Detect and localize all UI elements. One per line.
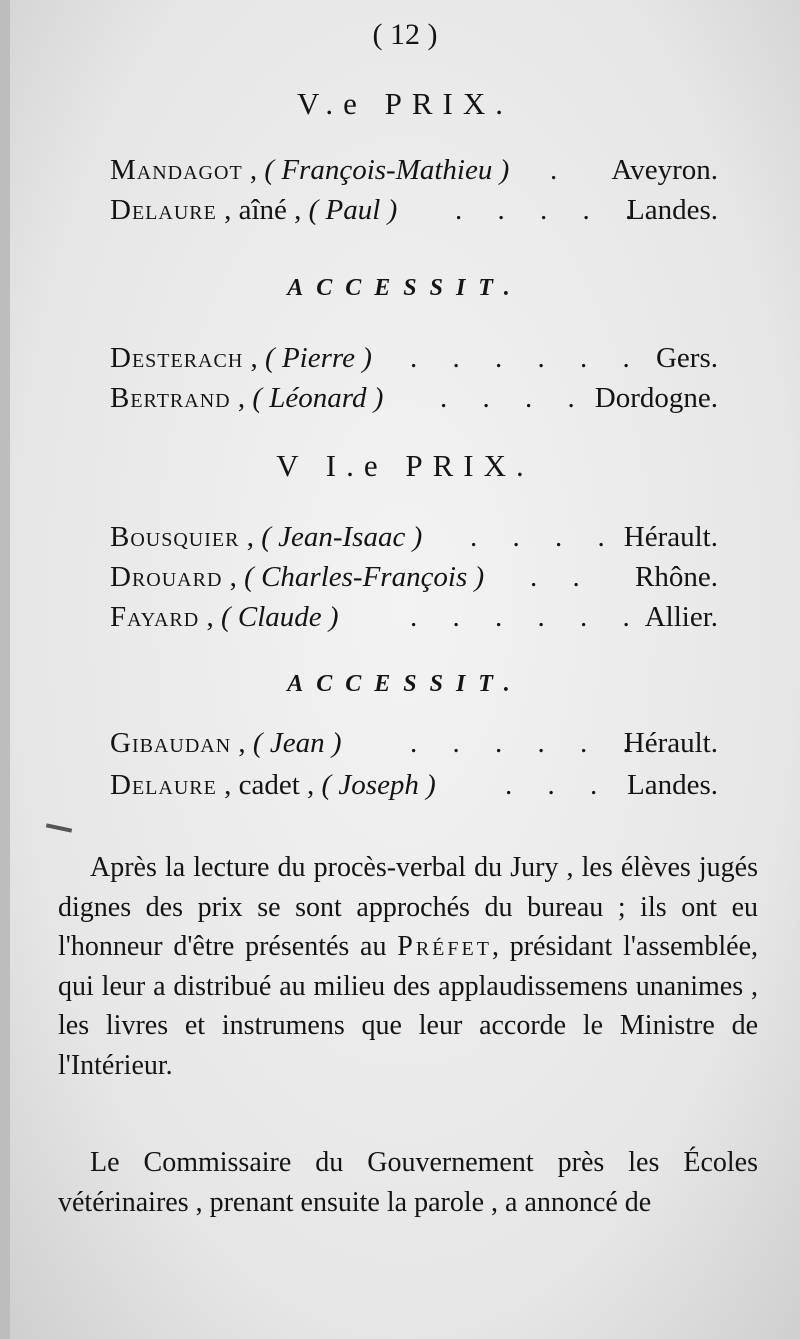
entry-name: Fayard , ( Claude ): [110, 601, 339, 633]
surname: Mandagot: [110, 154, 243, 186]
entry-name: Mandagot , ( François-Mathieu ): [110, 154, 510, 186]
surname: Delaure: [110, 194, 217, 226]
entry-place: Hérault.: [623, 727, 718, 759]
ink-mark: [46, 823, 72, 832]
leader-dots: . . . . . .: [410, 601, 644, 633]
entry-row: [110, 517, 718, 557]
heading-prix-6: V I.e PRIX.: [276, 448, 534, 483]
entry-name: Delaure , cadet , ( Joseph ): [110, 769, 436, 801]
paragraph-commissaire: Le Commissaire du Gouvernement près les Écoles vétérinaires , prenant ensuite la parole , a annoncé de: [58, 1147, 758, 1218]
surname: Bertrand: [110, 382, 231, 414]
given-name: ( Léonard ): [252, 382, 384, 414]
entry-row: [110, 190, 718, 230]
entry-row: [110, 557, 718, 597]
given-name: ( Charles-François ): [244, 561, 485, 593]
leader-dots: .: [550, 154, 572, 186]
leader-dots: . . . . . .: [410, 727, 644, 759]
given-name: ( François-Mathieu ): [264, 154, 510, 186]
entry-name: Gibaudan , ( Jean ): [110, 727, 342, 759]
paragraph-lecture: Après la lecture du procès-verbal du Jury , les élèves jugés dignes des prix se sont approchés du bureau ; ils ont eu l'honneur d'être présentés au Préfet, présidant l'assemblée, qui leur a distribué au milieu des applaudissemens unanimes , les livres et instrumens que leur accorde le Ministre de l'Intérieur.: [58, 852, 758, 1081]
entry-row: [110, 597, 718, 637]
heading-prix-5: V.e PRIX.: [296, 86, 514, 121]
entry-place: Landes.: [627, 194, 718, 226]
entry-place: Landes.: [627, 769, 718, 801]
surname: Fayard: [110, 601, 200, 633]
given-name: ( Jean-Isaac ): [261, 521, 423, 553]
given-name: ( Jean ): [252, 727, 342, 759]
given-name: ( Paul ): [308, 194, 398, 226]
surname: Bousquier: [110, 521, 240, 553]
prefet-word: Préfet: [397, 931, 492, 962]
leader-dots: . . . .: [440, 382, 589, 414]
entry-place: Rhône.: [635, 561, 718, 593]
heading-accessit: ACCESSIT.: [287, 671, 523, 697]
leader-dots: . .: [530, 561, 594, 593]
surname: Desterach: [110, 342, 244, 374]
entry-name: Delaure , aîné , ( Paul ): [110, 194, 398, 226]
entry-place: Allier.: [644, 601, 718, 633]
leader-dots: . . . . .: [455, 194, 647, 226]
given-name: ( Joseph ): [321, 769, 436, 801]
entry-name: Desterach , ( Pierre ): [110, 342, 372, 374]
entry-row: [110, 338, 718, 378]
entry-place: Gers.: [655, 342, 718, 374]
leader-dots: . . . .: [470, 521, 619, 553]
entry-place: Aveyron.: [611, 154, 718, 186]
entry-place: Hérault.: [623, 521, 718, 553]
given-name: ( Claude ): [220, 601, 339, 633]
leader-dots: . . .: [505, 769, 612, 801]
entry-row: [110, 723, 718, 763]
entry-row: [110, 150, 718, 190]
page-number: ( 12 ): [372, 18, 438, 51]
entry-name: Bousquier , ( Jean-Isaac ): [110, 521, 423, 553]
entry-name: Drouard , ( Charles-François ): [110, 561, 485, 593]
entry-place: Dordogne.: [594, 382, 718, 414]
heading-accessit: ACCESSIT.: [287, 275, 523, 301]
surname: Delaure: [110, 769, 217, 801]
leader-dots: . . . . . .: [410, 342, 644, 374]
entry-row: [110, 765, 718, 805]
entry-row: [110, 378, 718, 418]
given-name: ( Pierre ): [265, 342, 372, 374]
entry-name: Bertrand , ( Léonard ): [110, 382, 384, 414]
surname: Gibaudan: [110, 727, 232, 759]
surname: Drouard: [110, 561, 223, 593]
